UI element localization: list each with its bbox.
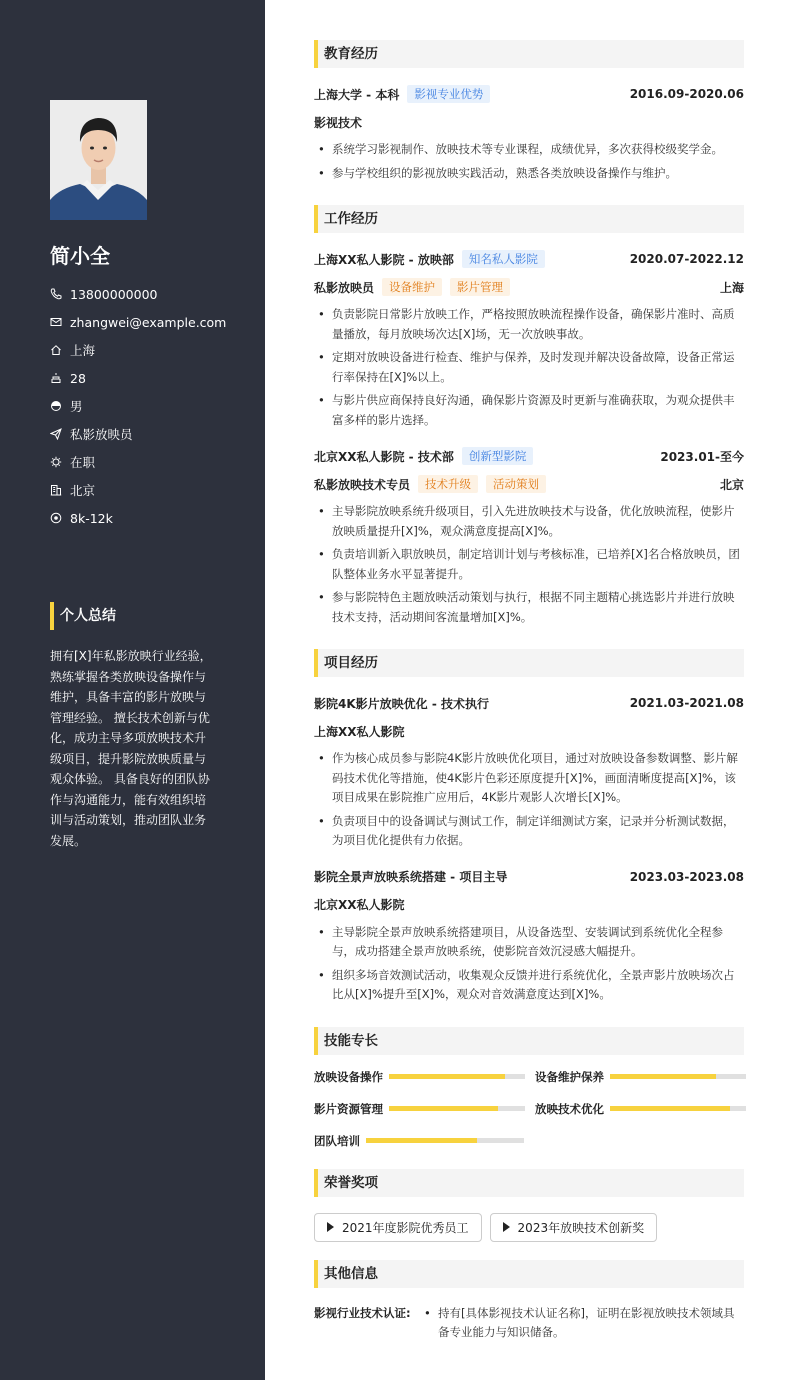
- project-header-row: [314, 693, 744, 713]
- mail-icon: [50, 316, 62, 328]
- job-role: 私影放映技术专员: [314, 477, 411, 492]
- skill-tag: 活动策划: [486, 475, 546, 493]
- project-date: 2021.03-2021.08: [629, 696, 744, 710]
- list-item: • 主导影院放映系统升级项目，引入先进放映技术与设备，优化放映流程，使影片放映质量提升[X]%，观众满意度提高[X]%。: [314, 502, 744, 541]
- award-list: [314, 1213, 744, 1242]
- skill-grid: [314, 1067, 744, 1163]
- list-item: • 系统学习影视制作、放映技术等专业课程，成绩优异，多次获得校级奖学金。: [314, 140, 744, 160]
- other-bullets: [420, 1304, 744, 1343]
- skill-item: [535, 1067, 746, 1087]
- project-org-row: [314, 895, 744, 915]
- job-entry-2: [314, 446, 744, 627]
- sidebar: [0, 0, 265, 1380]
- play-icon: [503, 1222, 510, 1232]
- project-header-row: [314, 867, 744, 887]
- phone-value: 13800000000: [70, 286, 158, 302]
- other-label: 影视行业技术认证:: [314, 1305, 411, 1320]
- list-item: • 组织多场音效测试活动，收集观众反馈并进行系统优化，全景声影片放映场次占比从[X]%提升至[X]%，观众对音效满意度达到[X]%。: [314, 966, 744, 1005]
- section-education-heading: 教育经历: [314, 40, 744, 68]
- section-skills-heading: 技能专长: [314, 1027, 744, 1055]
- section-awards-heading: 荣誉奖项: [314, 1169, 744, 1197]
- list-item: • 持有[具体影视技术认证名称]，证明在影视放映技术领域具备专业能力与知识储备。: [420, 1304, 744, 1343]
- job-role: 私影放映员: [314, 280, 375, 295]
- skill-bar-fill: [389, 1106, 498, 1111]
- skill-tag: 影片管理: [450, 278, 510, 296]
- skill-name: 团队培训: [314, 1133, 360, 1148]
- skill-item: [314, 1099, 525, 1119]
- main-content: [314, 40, 744, 1343]
- list-item: • 与影片供应商保持良好沟通，确保影片资源及时更新与准确获取，为观众提供丰富多样的影片选择。: [314, 391, 744, 430]
- section-other-heading: 其他信息: [314, 1260, 744, 1288]
- project-name: 影院4K影片放映优化 - 技术执行: [314, 696, 489, 711]
- skill-tag: 技术升级: [418, 475, 478, 493]
- award-badge: [490, 1213, 658, 1242]
- skill-bar: [366, 1138, 524, 1143]
- education-school: 上海大学 - 本科: [314, 87, 400, 102]
- job-company: 上海XX私人影院 - 放映部: [314, 252, 454, 267]
- avatar: [50, 100, 147, 220]
- education-major: 影视技术: [314, 115, 363, 130]
- job-bullets: [314, 305, 744, 430]
- education-header-row: [314, 84, 744, 104]
- skill-name: 设备维护保养: [535, 1069, 604, 1084]
- job-entry-1: [314, 249, 744, 430]
- skill-tag: 设备维护: [382, 278, 442, 296]
- list-item: • 参与学校组织的影视放映实践活动，熟悉各类放映设备操作与维护。: [314, 164, 744, 184]
- building-icon: [50, 484, 62, 496]
- project-entry-2: [314, 867, 744, 1005]
- award-label: 2021年度影院优秀员工: [342, 1220, 469, 1235]
- contact-address: [50, 336, 250, 364]
- education-major-row: [314, 112, 744, 132]
- job-location: 北京: [719, 477, 744, 492]
- award-badge: [314, 1213, 482, 1242]
- job-date: 2023.01-至今: [660, 449, 744, 464]
- award-label: 2023年放映技术创新奖: [517, 1220, 645, 1235]
- email-value: zhangwei@example.com: [70, 314, 227, 330]
- skill-name: 放映技术优化: [535, 1101, 604, 1116]
- job-company: 北京XX私人影院 - 技术部: [314, 449, 454, 464]
- job-tag: 创新型影院: [462, 447, 534, 465]
- project-bullets: [314, 923, 744, 1005]
- section-work-heading: 工作经历: [314, 205, 744, 233]
- project-bullets: [314, 749, 744, 851]
- contact-phone: [50, 280, 250, 308]
- skill-bar-fill: [610, 1074, 716, 1079]
- city-value: 北京: [70, 483, 96, 498]
- age-icon: [50, 372, 62, 384]
- job-header-row: [314, 249, 744, 269]
- job-role-row: [314, 474, 744, 494]
- skill-item: [535, 1099, 746, 1119]
- list-item: • 作为核心成员参与影院4K影片放映优化项目，通过对放映设备参数调整、影片解码技术优化等措施，使4K影片色彩还原度提升[X]%，画面清晰度提高[X]%，该项目成果在影院推广应用后，4K影片观影人次增长[X]%。: [314, 749, 744, 808]
- skill-bar-fill: [610, 1106, 730, 1111]
- project-org: 北京XX私人影院: [314, 898, 405, 912]
- other-info-row: [314, 1304, 744, 1343]
- skill-bar: [610, 1074, 746, 1079]
- contact-gender: [50, 392, 250, 420]
- status-value: 在职: [70, 455, 96, 470]
- list-item: • 参与影院特色主题放映活动策划与执行，根据不同主题精心挑选影片并进行放映技术支持，活动期间客流量增加[X]%。: [314, 588, 744, 627]
- project-name: 影院全景声放映系统搭建 - 项目主导: [314, 870, 508, 884]
- education-tag: 影视专业优势: [407, 85, 490, 103]
- status-icon: [50, 456, 62, 468]
- summary-heading: 个人总结: [50, 602, 116, 630]
- education-bullets: [314, 140, 744, 183]
- contact-position: [50, 420, 250, 448]
- project-date: 2023.03-2023.08: [629, 869, 744, 884]
- skill-name: 影片资源管理: [314, 1101, 383, 1116]
- education-date: 2016.09-2020.06: [629, 87, 744, 101]
- contact-list: [50, 280, 250, 532]
- age-value: 28: [70, 370, 86, 386]
- section-projects-heading: 项目经历: [314, 649, 744, 677]
- project-entry-1: [314, 693, 744, 851]
- job-location: 上海: [719, 280, 744, 295]
- gender-value: 男: [70, 399, 83, 414]
- skill-item: [314, 1067, 525, 1087]
- contact-age: [50, 364, 250, 392]
- project-org-row: [314, 721, 744, 741]
- position-value: 私影放映员: [70, 427, 133, 442]
- person-photo-icon: [50, 100, 147, 220]
- send-icon: [50, 428, 62, 440]
- salary-value: 8k-12k: [70, 510, 113, 526]
- project-org: 上海XX私人影院: [314, 724, 405, 739]
- contact-salary: [50, 504, 250, 532]
- skill-bar: [389, 1074, 525, 1079]
- skill-bar: [610, 1106, 746, 1111]
- job-bullets: [314, 502, 744, 627]
- job-tag: 知名私人影院: [462, 250, 545, 268]
- contact-status: [50, 448, 250, 476]
- address-value: 上海: [70, 343, 96, 358]
- profile-name: 简小全: [50, 244, 110, 268]
- job-date: 2020.07-2022.12: [629, 252, 744, 266]
- list-item: • 负责项目中的设备调试与测试工作，制定详细测试方案，记录并分析测试数据，为项目优化提供有力依据。: [314, 812, 744, 851]
- home-icon: [50, 344, 62, 356]
- contact-city: [50, 476, 250, 504]
- job-header-row: [314, 446, 744, 466]
- skill-name: 放映设备操作: [314, 1069, 383, 1084]
- gender-icon: [50, 400, 62, 412]
- contact-email: [50, 308, 250, 336]
- skill-item: [314, 1131, 524, 1151]
- play-icon: [327, 1222, 334, 1232]
- salary-icon: [50, 512, 62, 524]
- list-item: • 负责影院日常影片放映工作，严格按照放映流程操作设备，确保影片准时、高质量播放，每月放映场次达[X]场，无一次放映事故。: [314, 305, 744, 344]
- skill-bar: [389, 1106, 525, 1111]
- skill-bar-fill: [389, 1074, 505, 1079]
- list-item: • 定期对放映设备进行检查、维护与保养，及时发现并解决设备故障，设备正常运行率保持在[X]%以上。: [314, 348, 744, 387]
- phone-icon: [50, 288, 62, 300]
- summary-text: 拥有[X]年私影放映行业经验，熟练掌握各类放映设备操作与维护，具备丰富的影片放映与管理经验。 擅长技术创新与优化，成功主导多项放映技术升级项目，提升影院放映质量与观众体验。 具备良好的团队协作与沟通能力，能有效组织培训与活动策划，推动团队业务发展。: [50, 649, 212, 848]
- skill-bar-fill: [366, 1138, 477, 1143]
- list-item: • 负责培训新入职放映员，制定培训计划与考核标准，已培养[X]名合格放映员，团队整体业务水平显著提升。: [314, 545, 744, 584]
- list-item: • 主导影院全景声放映系统搭建项目，从设备选型、安装调试到系统优化全程参与，成功搭建全景声放映系统，使影院音效沉浸感大幅提升。: [314, 923, 744, 962]
- job-role-row: [314, 277, 744, 297]
